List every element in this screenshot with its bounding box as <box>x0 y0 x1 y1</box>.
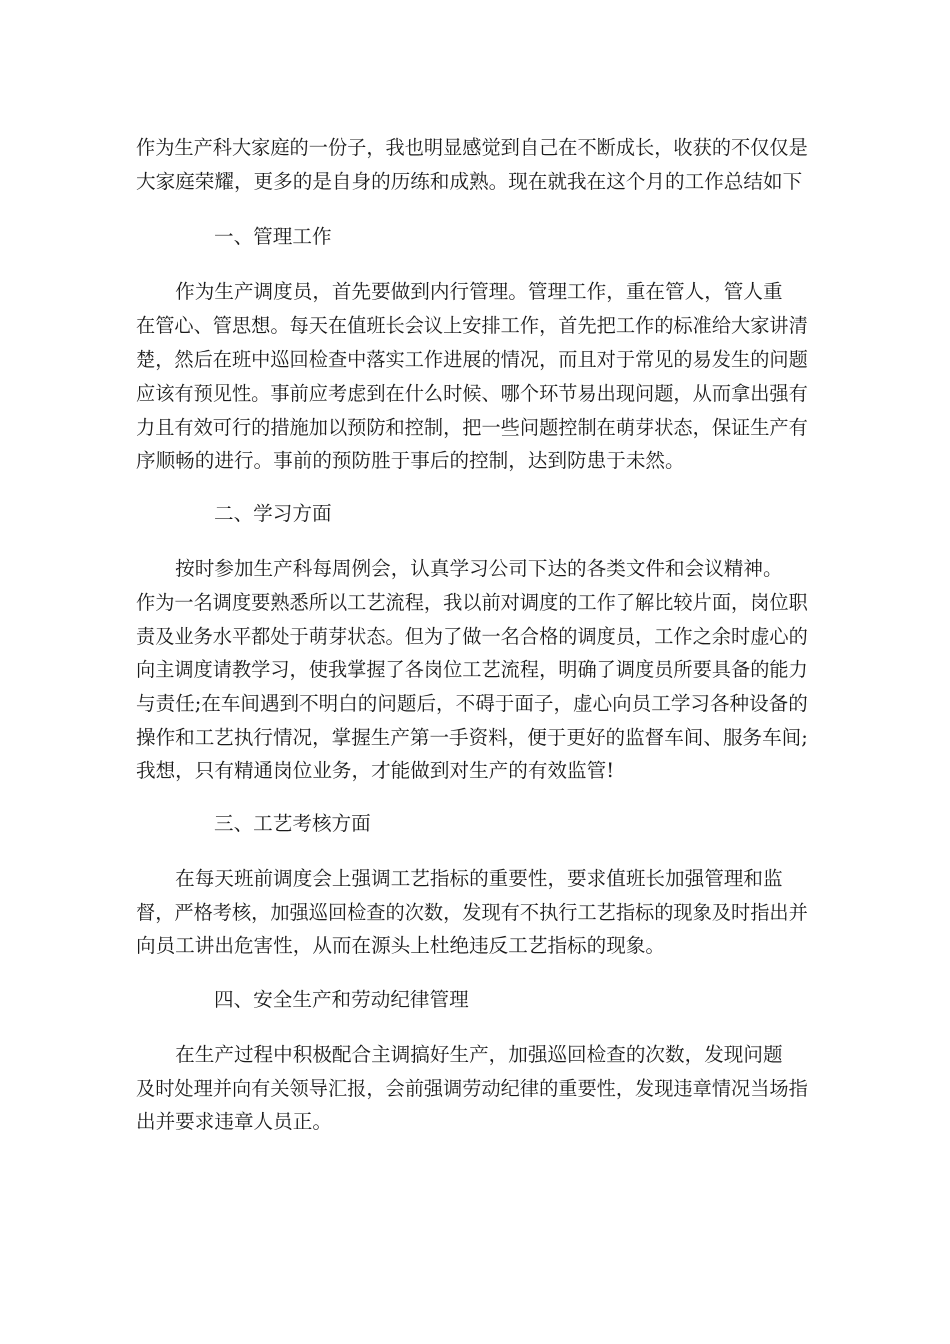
paragraph-line: 在每天班前调度会上强调工艺指标的重要性，要求值班长加强管理和监 <box>136 867 783 890</box>
paragraph-line: 在管心、管思想。每天在值班长会议上安排工作，首先把工作的标准给大家讲清 <box>136 314 808 337</box>
paragraph-line: 我想，只有精通岗位业务，才能做到对生产的有效监管! <box>136 759 615 782</box>
section-heading: 三、工艺考核方面 <box>214 812 371 835</box>
paragraph-line: 应该有预见性。事前应考虑到在什么时候、哪个环节易出现问题，从而拿出强有 <box>136 382 808 405</box>
intro-line: 作为生产科大家庭的一份子，我也明显感觉到自己在不断成长，收获的不仅仅是 <box>136 136 808 159</box>
paragraph-line: 向主调度请教学习，使我掌握了各岗位工艺流程，明确了调度员所要具备的能力 <box>136 658 808 681</box>
paragraph-line: 在生产过程中积极配合主调搞好生产，加强巡回检查的次数，发现问题 <box>136 1043 783 1066</box>
paragraph-line: 作为生产调度员，首先要做到内行管理。管理工作，重在管人，管人重 <box>136 280 783 303</box>
intro-line: 大家庭荣耀，更多的是自身的历练和成熟。现在就我在这个月的工作总结如下 <box>136 170 803 193</box>
section-heading: 一、管理工作 <box>214 225 332 248</box>
paragraph-line: 向员工讲出危害性，从而在源头上杜绝违反工艺指标的现象。 <box>136 934 666 957</box>
paragraph-line: 与责任;在车间遇到不明白的问题后，不碍于面子，虚心向员工学习各种设备的 <box>136 692 808 715</box>
paragraph-line: 督，严格考核，加强巡回检查的次数，发现有不执行工艺指标的现象及时指出并 <box>136 901 808 924</box>
paragraph-line: 力且有效可行的措施加以预防和控制，把一些问题控制在萌芽状态，保证生产有 <box>136 416 808 439</box>
paragraph-line: 出并要求违章人员正。 <box>136 1110 332 1133</box>
paragraph-line: 按时参加生产科每周例会，认真学习公司下达的各类文件和会议精神。 <box>136 557 783 580</box>
paragraph-line: 及时处理并向有关领导汇报，会前强调劳动纪律的重要性，发现违章情况当场指 <box>136 1077 808 1100</box>
paragraph-line: 责及业务水平都处于萌芽状态。但为了做一名合格的调度员，工作之余时虚心的 <box>136 625 808 648</box>
section-heading: 四、安全生产和劳动纪律管理 <box>214 988 469 1011</box>
paragraph-line: 作为一名调度要熟悉所以工艺流程，我以前对调度的工作了解比较片面，岗位职 <box>136 591 808 614</box>
section-heading: 二、学习方面 <box>214 502 332 525</box>
paragraph-line: 序顺畅的进行。事前的预防胜于事后的控制，达到防患于未然。 <box>136 449 685 472</box>
paragraph-line: 楚，然后在班中巡回检查中落实工作进展的情况，而且对于常见的易发生的问题 <box>136 348 808 371</box>
paragraph-line: 操作和工艺执行情况，掌握生产第一手资料，便于更好的监督车间、服务车间; <box>136 726 808 749</box>
